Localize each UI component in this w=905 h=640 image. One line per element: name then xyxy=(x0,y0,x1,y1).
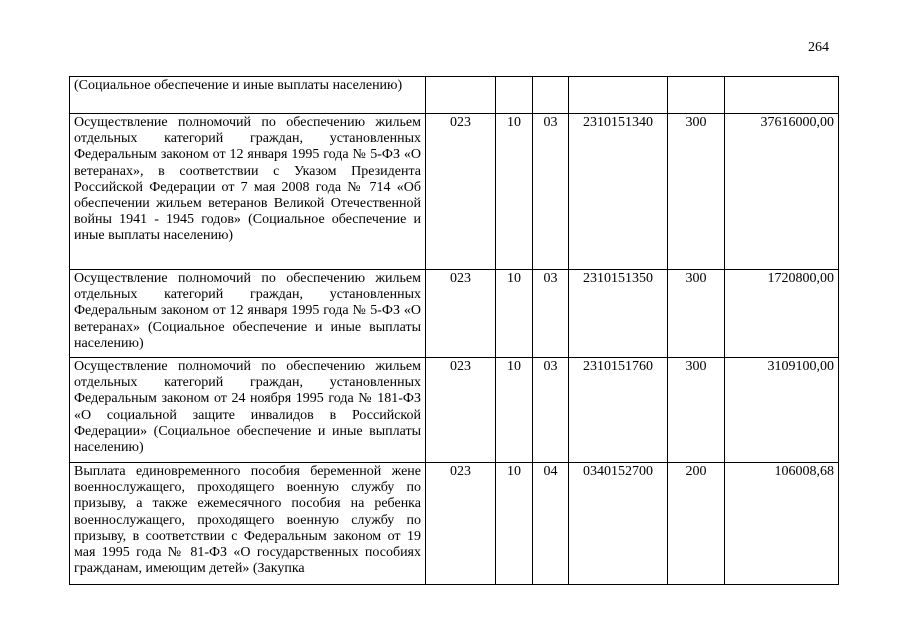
table-row xyxy=(70,463,839,585)
section-code xyxy=(496,77,533,114)
table-row xyxy=(70,358,839,463)
row-description: (Социальное обеспечение и иные выплаты населению) xyxy=(70,77,426,114)
expense-type-code: 300 xyxy=(668,358,725,463)
amount: 37616000,00 xyxy=(725,114,839,270)
target-code xyxy=(569,77,668,114)
amount: 1720800,00 xyxy=(725,270,839,358)
ministry-code: 023 xyxy=(426,270,496,358)
subsection-code: 04 xyxy=(533,463,569,585)
section-code: 10 xyxy=(496,463,533,585)
expense-type-code: 200 xyxy=(668,463,725,585)
ministry-code: 023 xyxy=(426,114,496,270)
target-code: 2310151350 xyxy=(569,270,668,358)
row-description: Выплата единовременного пособия беременной жене военнослужащего, проходящего военную службу по призыву, а также ежемесячного пособия на ребенка военнослужащего, проходящего военную службу по призыву, в соответствии с Федеральным законом от 19 мая 1995 года № 81-ФЗ «О государственных пособиях гражданам, имеющим детей» (Закупка xyxy=(70,463,426,585)
amount xyxy=(725,77,839,114)
ministry-code: 023 xyxy=(426,463,496,585)
section-code: 10 xyxy=(496,114,533,270)
expense-type-code: 300 xyxy=(668,270,725,358)
table-row xyxy=(70,77,839,114)
row-description: Осуществление полномочий по обеспечению жильем отдельных категорий граждан, установленных Федеральным законом от 24 ноября 1995 года № 181-ФЗ «О социальной защите инвалидов в Российской Федерации» (Социальное обеспечение и иные выплаты населению) xyxy=(70,358,426,463)
amount: 3109100,00 xyxy=(725,358,839,463)
ministry-code: 023 xyxy=(426,358,496,463)
subsection-code xyxy=(533,77,569,114)
row-description: Осуществление полномочий по обеспечению жильем отдельных категорий граждан, установленных Федеральным законом от 12 января 1995 года № 5-ФЗ «О ветеранах», в соответствии с Указом Президента Российской Федерации от 7 мая 2008 года № 714 «Об обеспечении жильем ветеранов Великой Отечественной войны 1941 - 1945 годов» (Социальное обеспечение и иные выплаты населению) xyxy=(70,114,426,270)
table-row xyxy=(70,114,839,270)
subsection-code: 03 xyxy=(533,358,569,463)
row-description: Осуществление полномочий по обеспечению жильем отдельных категорий граждан, установленных Федеральным законом от 12 января 1995 года № 5-ФЗ «О ветеранах» (Социальное обеспечение и иные выплаты населению) xyxy=(70,270,426,358)
expense-type-code xyxy=(668,77,725,114)
ministry-code xyxy=(426,77,496,114)
target-code: 0340152700 xyxy=(569,463,668,585)
target-code: 2310151340 xyxy=(569,114,668,270)
expense-type-code: 300 xyxy=(668,114,725,270)
target-code: 2310151760 xyxy=(569,358,668,463)
subsection-code: 03 xyxy=(533,114,569,270)
budget-table xyxy=(69,76,839,585)
section-code: 10 xyxy=(496,270,533,358)
section-code: 10 xyxy=(496,358,533,463)
amount: 106008,68 xyxy=(725,463,839,585)
page-number: 264 xyxy=(808,40,829,55)
subsection-code: 03 xyxy=(533,270,569,358)
table-row xyxy=(70,270,839,358)
